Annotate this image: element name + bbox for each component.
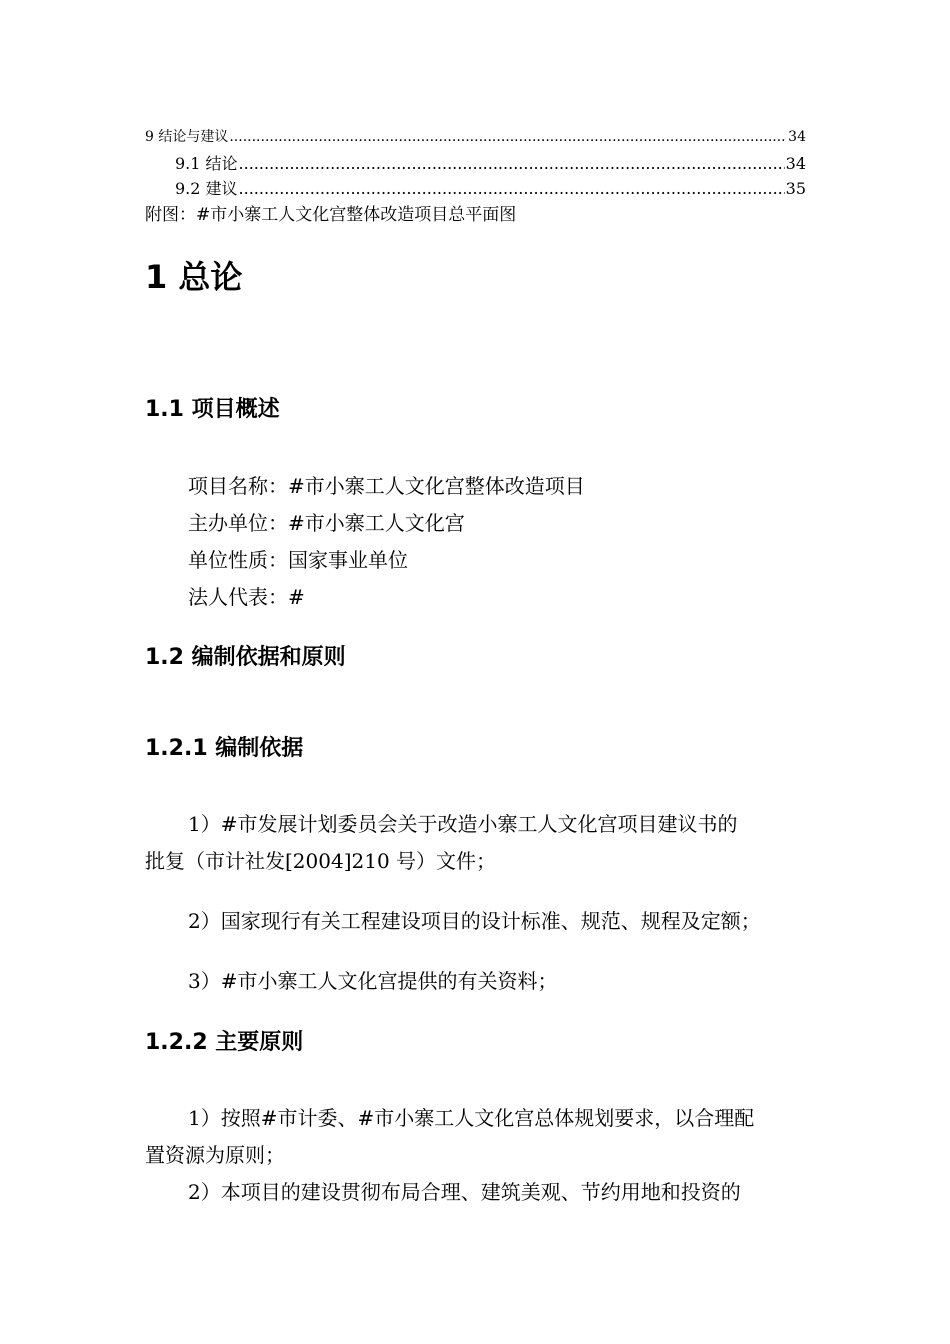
sponsor-line: 主办单位：#市小寨工人文化宫 (188, 511, 465, 535)
toc-page-number: 34 (788, 129, 806, 145)
principle-item-1-line-2: 置资源为原则； (145, 1143, 285, 1167)
toc-title: 9 结论与建议 (145, 129, 229, 145)
unit-nature-line: 单位性质：国家事业单位 (188, 548, 408, 572)
toc-page-number: 34 (785, 154, 806, 173)
toc-title: 9.2 建议 (175, 179, 238, 198)
chapter-title: 1 总论 (145, 258, 243, 296)
basis-item-1-line-1: 1）#市发展计划委员会关于改造小寨工人文化宫项目建议书的 (188, 812, 738, 836)
toc-entry-9[interactable] (145, 126, 806, 146)
principle-item-1-line-1: 1）按照#市计委、#市小寨工人文化宫总体规划要求，以合理配 (188, 1106, 755, 1130)
section-heading-1-2-2: 1.2.2 主要原则 (145, 1030, 304, 1055)
basis-item-2: 2）国家现行有关工程建设项目的设计标准、规范、规程及定额； (188, 909, 761, 933)
appendix-line: 附图：#市小寨工人文化宫整体改造项目总平面图 (145, 205, 517, 225)
toc-leader-dots (239, 154, 785, 173)
section-heading-1-1: 1.1 项目概述 (145, 397, 280, 422)
section-heading-1-2-1: 1.2.1 编制依据 (145, 736, 304, 761)
toc-entry-9-2[interactable] (175, 176, 806, 199)
project-name-line: 项目名称：#市小寨工人文化宫整体改造项目 (188, 474, 585, 498)
section-heading-1-2: 1.2 编制依据和原则 (145, 645, 346, 670)
basis-item-3: 3）#市小寨工人文化宫提供的有关资料； (188, 969, 558, 993)
toc-title: 9.1 结论 (175, 154, 238, 173)
toc-entry-9-1[interactable] (175, 151, 806, 174)
toc-leader-dots (239, 179, 785, 198)
toc-leader-dots (229, 129, 787, 145)
toc-page-number: 35 (785, 179, 806, 198)
principle-item-2-line-1: 2）本项目的建设贯彻布局合理、建筑美观、节约用地和投资的 (188, 1180, 741, 1204)
legal-rep-line: 法人代表：# (188, 585, 305, 609)
basis-item-1-line-2: 批复（市计社发[2004]210 号）文件； (145, 849, 497, 873)
